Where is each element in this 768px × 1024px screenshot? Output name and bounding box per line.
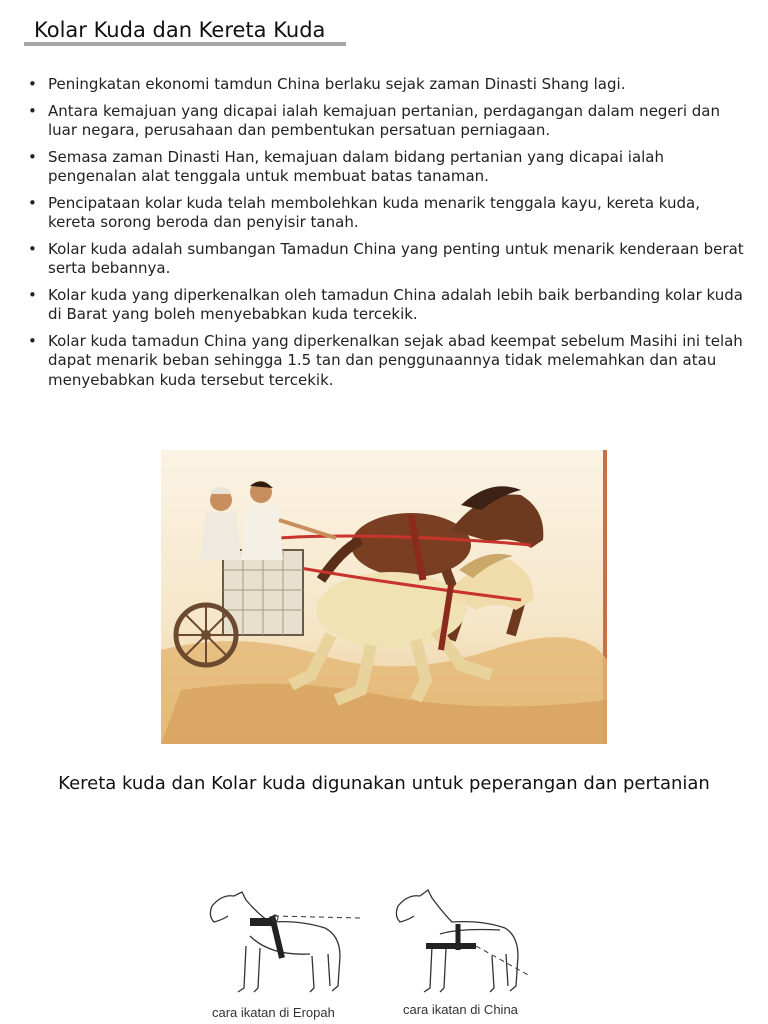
title-underline <box>24 42 346 46</box>
bullet-item: • Peningkatan ekonomi tamdun China berlaku sejak zaman Dinasti Shang lagi. <box>28 75 750 95</box>
figure-caption: Kereta kuda dan Kolar kuda digunakan untuk peperangan dan pertanian <box>58 773 710 794</box>
bullet-item: • Antara kemajuan yang dicapai ialah kemajuan pertanian, perdagangan dalam negeri dan luar negara, perusahaan dan pembentukan persatuan perniagaan. <box>28 102 750 141</box>
bullet-item: • Kolar kuda adalah sumbangan Tamadun China yang penting untuk menarik kenderaan berat serta bebannya. <box>28 240 750 279</box>
diagram-label-europe: cara ikatan di Eropah <box>212 1005 335 1020</box>
bullet-item: • Kolar kuda tamadun China yang diperkenalkan sejak abad keempat sebelum Masihi ini telah dapat menarik beban sehingga 1.5 tan dan penggunaannya tidak melemahkan dan atau menyebabkan kuda tersebut tercekik. <box>28 332 750 391</box>
bullet-list <box>28 75 750 397</box>
chariot-illustration <box>161 450 607 744</box>
bullet-item: • Pencipataan kolar kuda telah membolehkan kuda menarik tenggala kayu, kereta kuda, kereta sorong beroda dan penyisir tanah. <box>28 194 750 233</box>
page-title: Kolar Kuda dan Kereta Kuda <box>34 18 326 42</box>
diagram-label-china: cara ikatan di China <box>403 1002 518 1017</box>
bullet-item: • Kolar kuda yang diperkenalkan oleh tamadun China adalah lebih baik berbanding kolar kuda di Barat yang boleh menyebabkan kuda tercekik. <box>28 286 750 325</box>
bullet-item: • Semasa zaman Dinasti Han, kemajuan dalam bidang pertanian yang dicapai ialah pengenalan alat tenggala untuk membuat batas tanaman. <box>28 148 750 187</box>
